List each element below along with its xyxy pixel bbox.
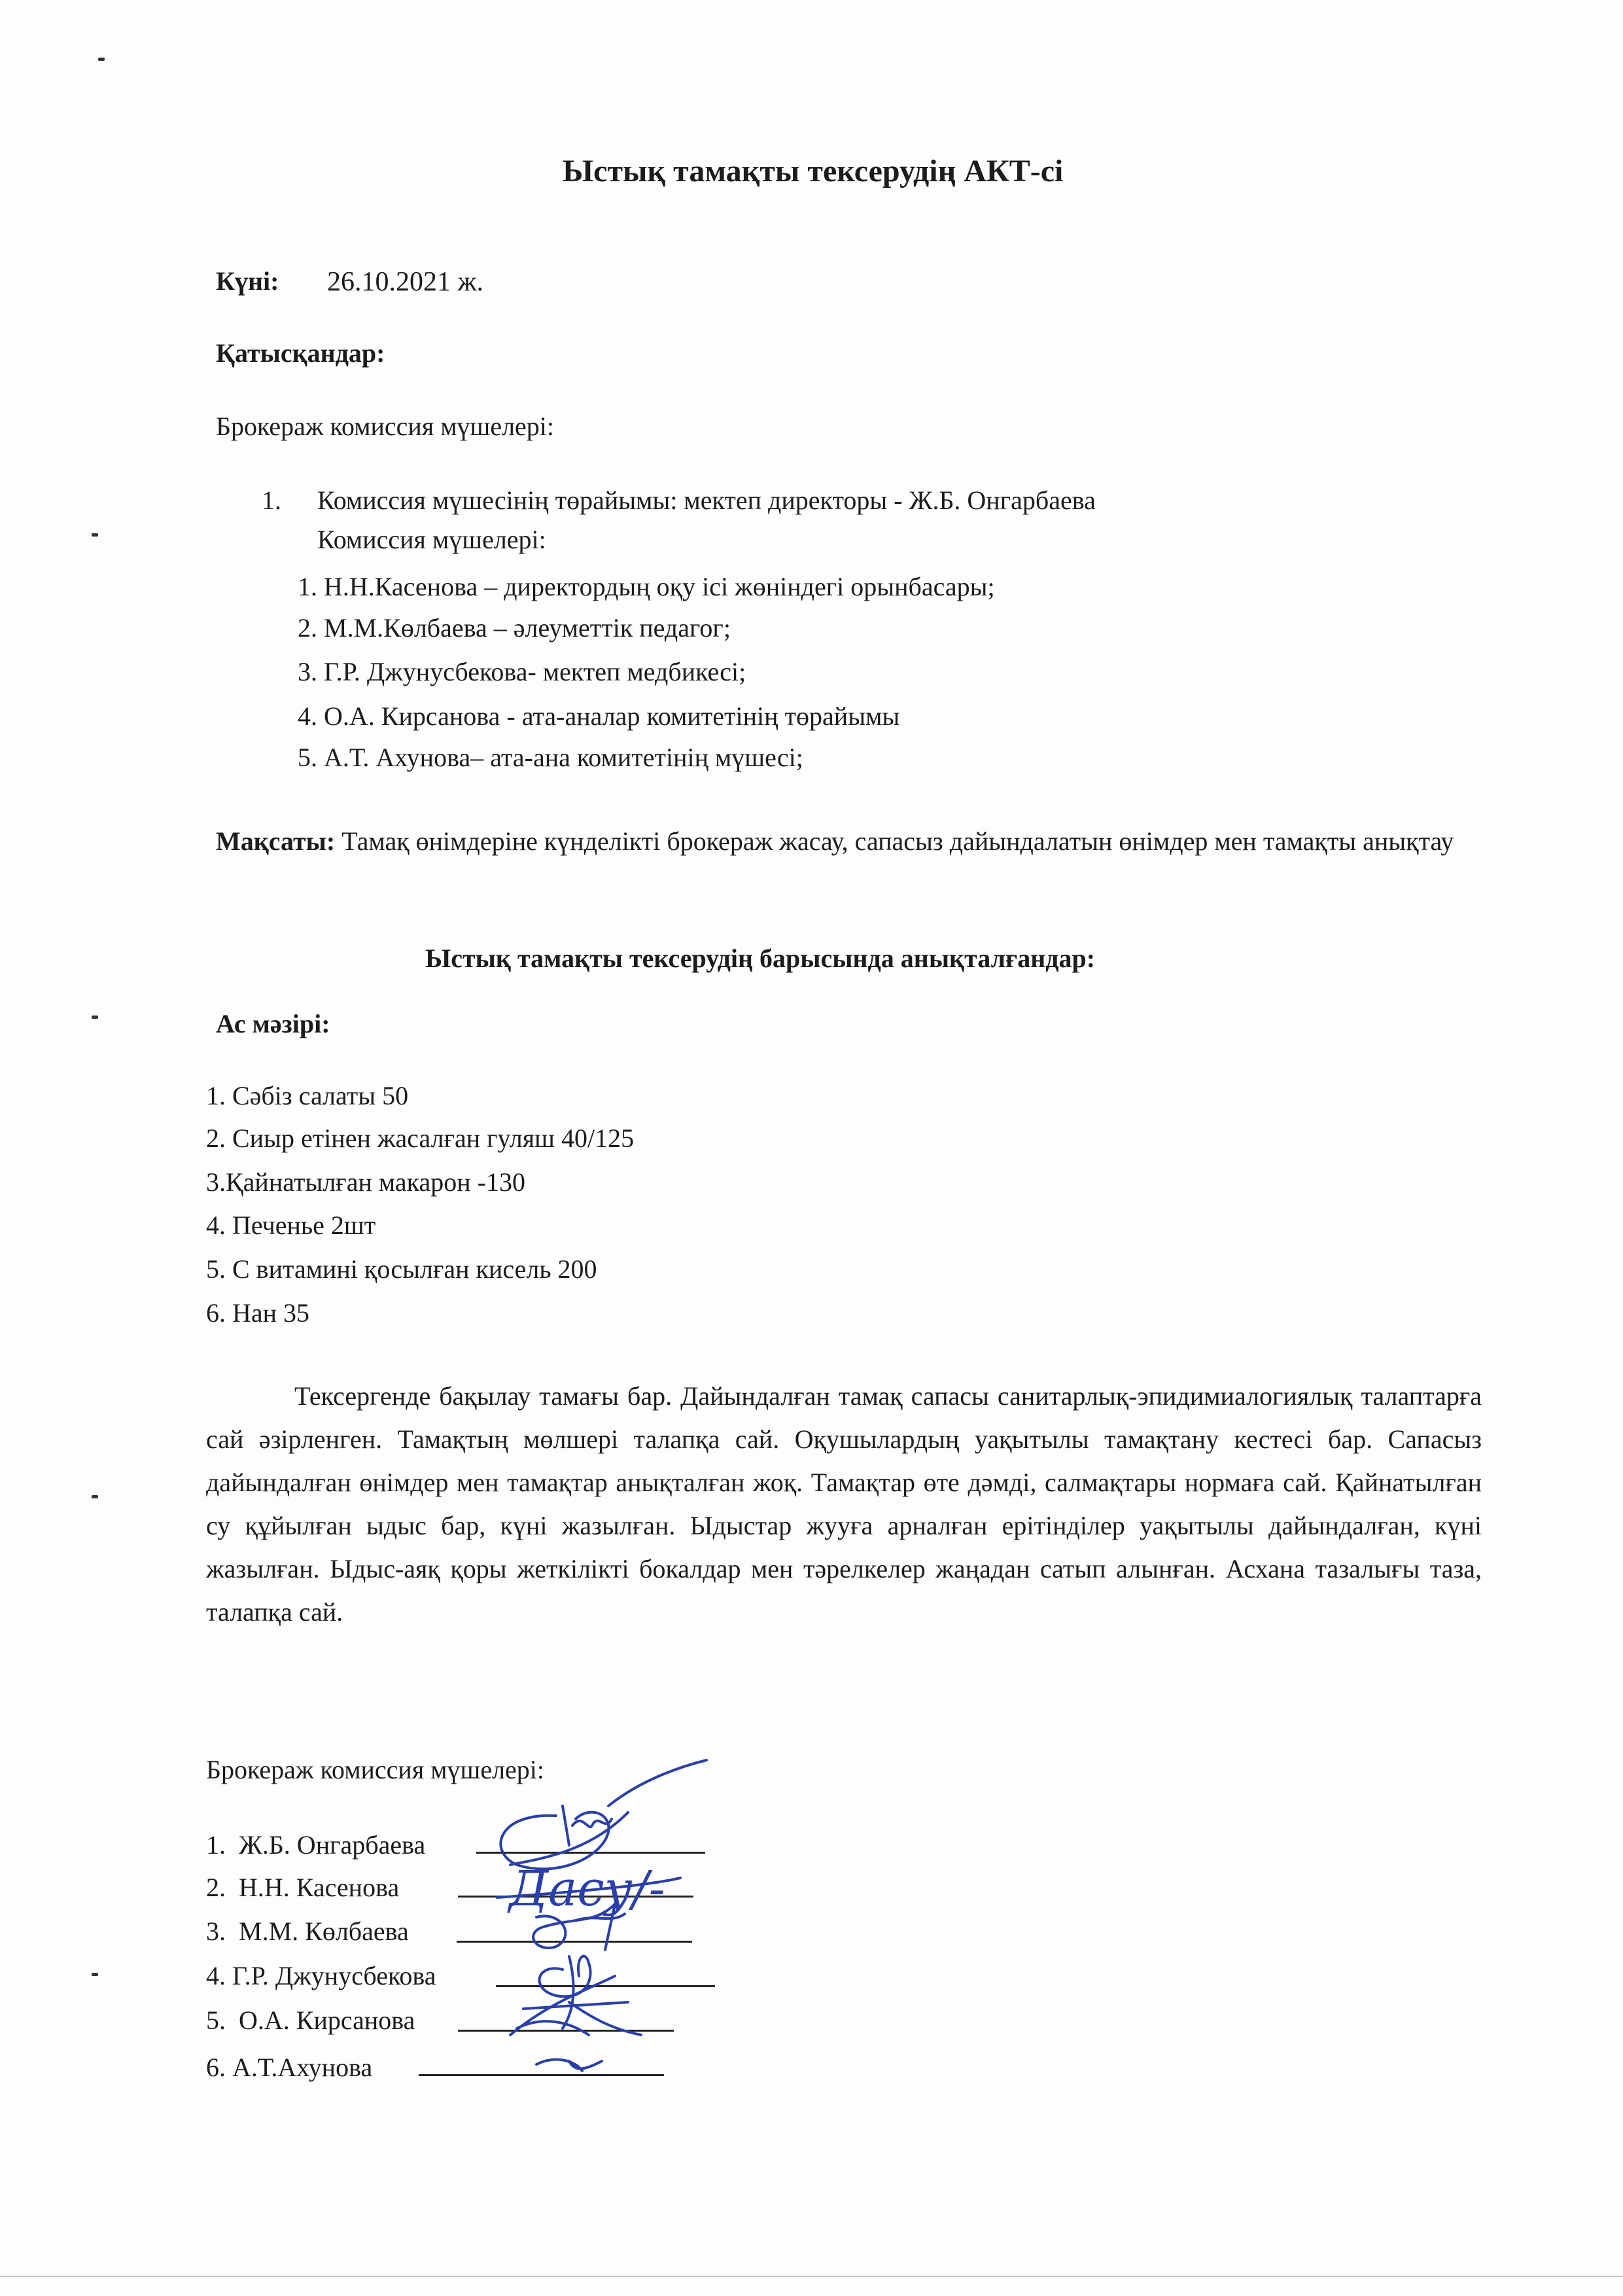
date-value: 26.10.2021 ж.: [327, 267, 484, 297]
menu-item: 1. Сәбіз салаты 50: [206, 1081, 409, 1110]
participants-label: Қатысқандар:: [216, 338, 385, 368]
signature-1: [500, 1812, 608, 1869]
signature-4: [540, 1956, 591, 1997]
signature-2: Дасу/-: [509, 1861, 665, 1917]
member-item: 1. Н.Н.Касенова – директордың оқу ісі жөніндегі орынбасары;: [298, 572, 995, 601]
member-item: 3. Г.Р. Джунусбекова- мектеп медбикесі;: [298, 657, 746, 686]
purpose-label: Мақсаты:: [216, 826, 336, 856]
signature-line: [419, 2074, 664, 2076]
scan-mark: [92, 1016, 98, 1019]
document-title: Ыстық тамақты тексерудің АКТ-сі: [563, 154, 1064, 188]
signatory-name: 2. Н.Н. Касенова: [206, 1873, 400, 1902]
signature-line: [476, 1852, 705, 1854]
signature-6: [536, 2060, 602, 2071]
signature-3: [533, 1904, 615, 1950]
members-header: Комиссия мүшелері:: [317, 525, 546, 554]
signatory-name: 1. Ж.Б. Онгарбаева: [206, 1830, 426, 1860]
commission-chair: Комиссия мүшесінің төрайымы: мектеп директоры - Ж.Б. Онгарбаева: [317, 486, 1096, 515]
member-item: 2. М.М.Көлбаева – әлеуметтік педагог;: [298, 613, 731, 643]
signature-line: [496, 1985, 715, 1987]
menu-item: 2. Сиыр етінен жасалған гуляш 40/125: [206, 1123, 635, 1153]
scan-mark: [92, 1495, 98, 1498]
signatory-name: 6. А.Т.Ахунова: [206, 2053, 373, 2082]
scan-mark: [92, 1973, 98, 1976]
member-item: 5. А.Т. Ахунова– ата-ана комитетінің мүшесі;: [298, 743, 803, 772]
menu-item: 6. Нан 35: [206, 1298, 310, 1328]
signatory-name: 5. О.А. Кирсанова: [206, 2005, 415, 2035]
inspection-paragraph: Тексергенде бақылау тамағы бар. Дайындалған тамақ сапасы санитарлық-эпидимиалогиялық талаптарға сай әзірленген. Тамақтың мөлшері талапқа сай. Оқушылардың уақытылы тамақтану кестесі бар. Сапасыз дайындалған өнімдер мен тамақтар анықталған жоқ. Тамақтар өте дәмді, салмақтары нормаға сай. Қайнатылған су құйылған ыдыс бар, күні жазылған. Ыдыстар жууға арналған ерітінділер уақытылы дайындалған, күні жазылған. Ыдыс-аяқ қоры жеткілікті бокалдар мен тәрелкелер жаңадан сатып алынған. Асхана тазалығы таза, талапқа сай.: [206, 1381, 1482, 1627]
member-item: 4. О.А. Кирсанова - ата-аналар комитетінің төрайымы: [298, 701, 900, 731]
scan-edge: [0, 2276, 1623, 2277]
footer-commission-label: Брокераж комиссия мүшелері:: [206, 1755, 545, 1784]
menu-item: 5. С витамині қосылған кисель 200: [206, 1254, 597, 1284]
menu-item: 4. Печенье 2шт: [206, 1210, 376, 1240]
scan-mark: [92, 533, 98, 537]
signature-line: [458, 2030, 674, 2032]
signature-line: [458, 1896, 693, 1898]
purpose-text: Тамақ өнімдеріне күнделікті брокераж жасау, сапасыз дайындалатын өнімдер мен тамақты анықтау: [335, 826, 1454, 856]
commission-label: Брокераж комиссия мүшелері:: [216, 412, 555, 441]
scan-mark: [98, 58, 105, 61]
purpose-paragraph: [216, 821, 1482, 862]
signatory-name: 3. М.М. Көлбаева: [206, 1916, 409, 1946]
chair-number: 1.: [262, 486, 281, 515]
signature-line: [457, 1941, 692, 1943]
section-title: Ыстық тамақты тексерудің барысында анықталғандар:: [425, 944, 1096, 973]
signatory-name: 4. Г.Р. Джунусбекова: [206, 1961, 436, 1990]
date-label: Күні:: [216, 266, 279, 296]
menu-label: Ас мәзірі:: [216, 1009, 330, 1038]
menu-item: 3.Қайнатылған макарон -130: [206, 1167, 525, 1197]
